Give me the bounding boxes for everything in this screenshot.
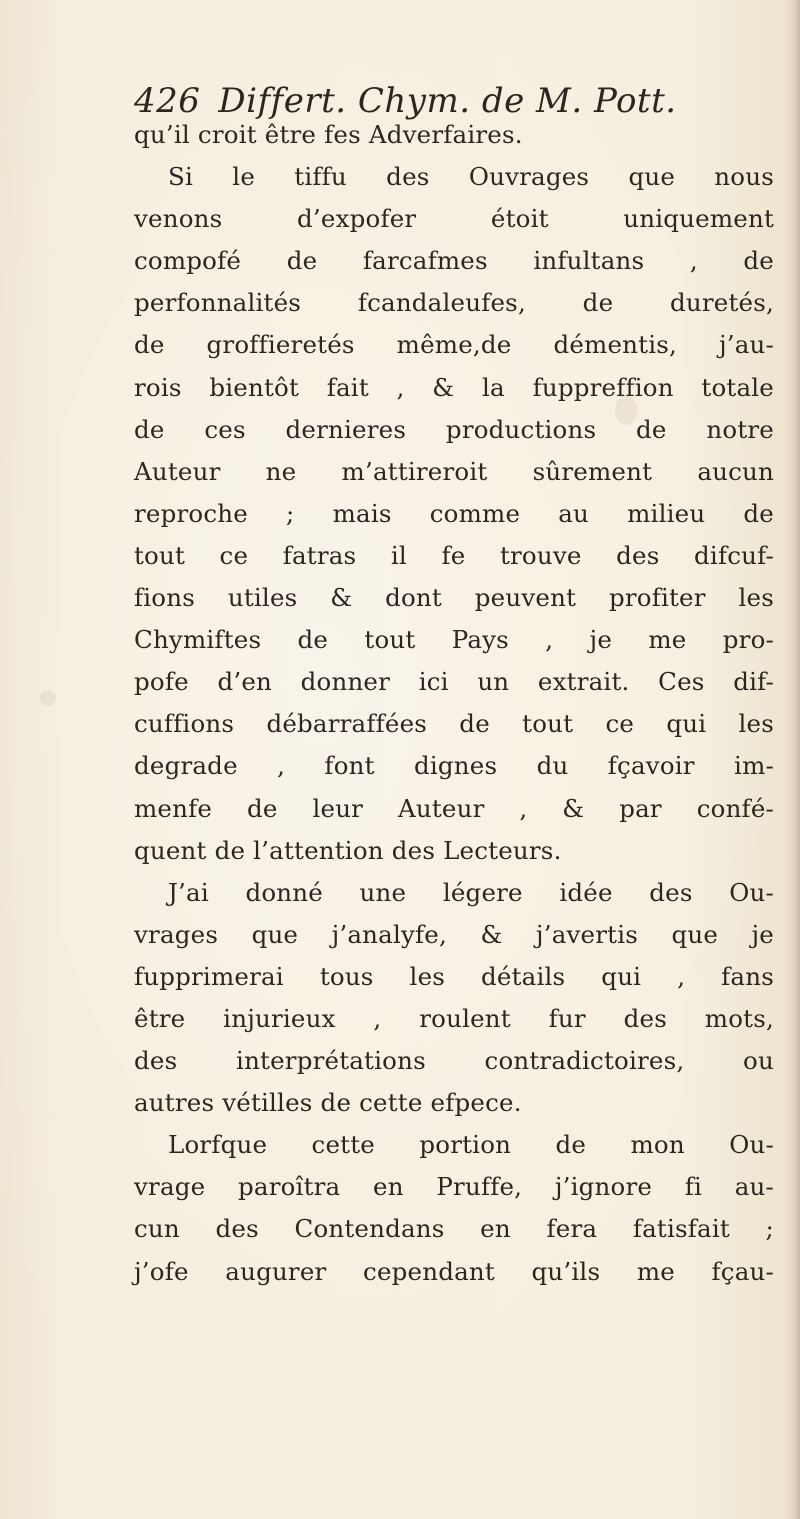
running-title: Differt. Chym. de M. Pott.: [218, 81, 677, 121]
body-text: [134, 114, 774, 1293]
text-line: de groffieretés même,de démentis, j’au-: [134, 330, 774, 360]
text-line: reproche ; mais comme au milieu de: [134, 498, 774, 528]
text-line: pofe d’en donner ici un extrait. Ces dif-: [134, 667, 774, 697]
text-line: cun des Contendans en fera fatisfait ;: [134, 1214, 774, 1244]
text-line: fupprimerai tous les détails qui , fans: [134, 961, 774, 991]
text-line: qu’il croit être fes Adverfaires.: [134, 120, 523, 149]
text-line: Chymiftes de tout Pays , je me pro-: [134, 625, 774, 655]
text-line: j’ofe augurer cependant qu’ils me fçau-: [134, 1256, 774, 1286]
text-line: autres vétilles de cette efpece.: [134, 1088, 522, 1118]
text-line: Auteur ne m’attireroit sûrement aucun: [134, 456, 774, 486]
page-edge-shadow: [786, 0, 800, 1519]
text-line: vrages que j’analyfe, & j’avertis que je: [134, 919, 774, 949]
text-line: compofé de farcafmes infultans , de: [134, 246, 774, 276]
text-line: vrage paroîtra en Pruffe, j’ignore fi au-: [134, 1172, 774, 1202]
text-line: rois bientôt fait , & la fuppreffion totale: [134, 372, 774, 402]
paper-stain: [40, 690, 56, 706]
page-number: 426: [134, 81, 201, 121]
text-line: venons d’expofer étoit uniquement: [134, 204, 774, 234]
text-line: cuffions débarraffées de tout ce qui les: [134, 709, 774, 739]
text-line: tout ce fatras il fe trouve des difcuf-: [134, 540, 774, 570]
text-line: perfonnalités fcandaleufes, de duretés,: [134, 288, 774, 318]
text-line: de ces dernieres productions de notre: [134, 414, 774, 444]
text-line: fions utiles & dont peuvent profiter les: [134, 583, 774, 613]
text-line: Lorfque cette portion de mon Ou-: [168, 1130, 774, 1160]
text-line: des interprétations contradictoires, ou: [134, 1046, 774, 1076]
text-line: Si le tiffu des Ouvrages que nous: [168, 162, 774, 192]
text-line: menfe de leur Auteur , & par confé-: [134, 793, 774, 823]
text-line: quent de l’attention des Lecteurs.: [134, 835, 562, 865]
text-line: être injurieux , roulent fur des mots,: [134, 1003, 774, 1033]
text-line: J’ai donné une légere idée des Ou-: [168, 877, 774, 907]
text-line: degrade , font dignes du fçavoir im-: [134, 751, 774, 781]
